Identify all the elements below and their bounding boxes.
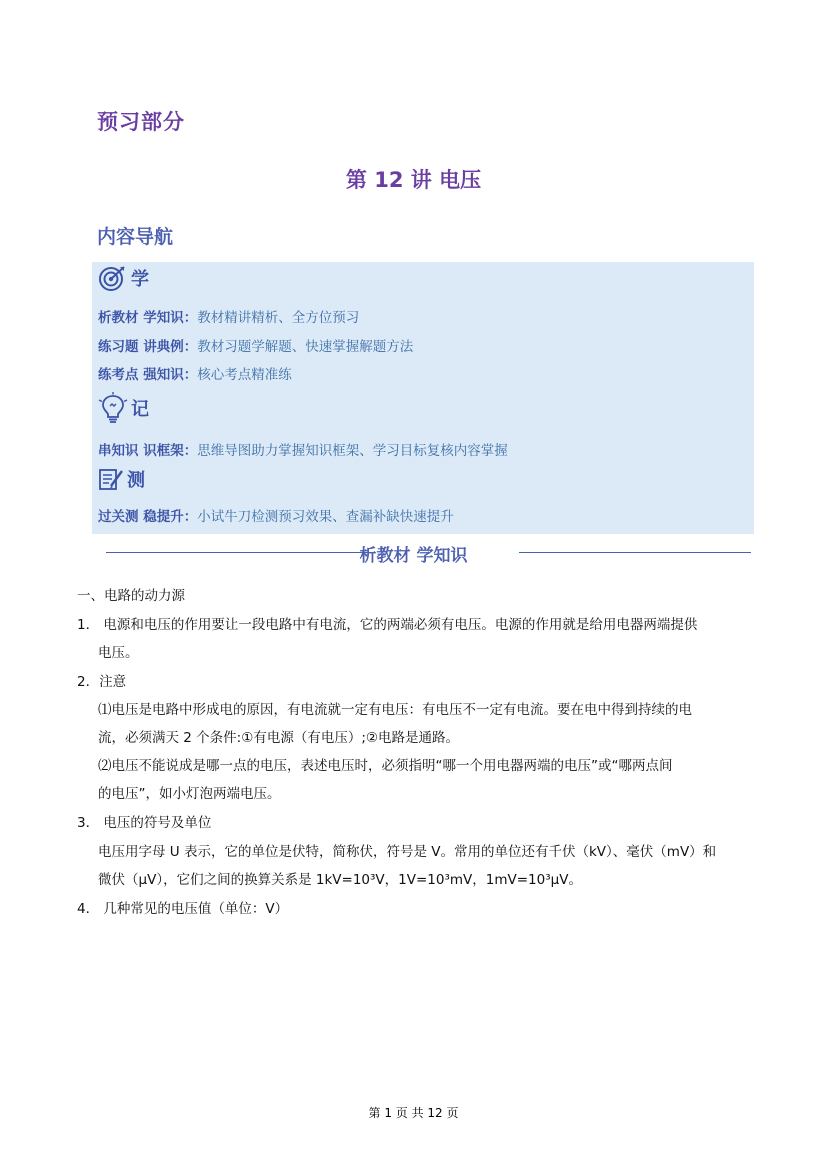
paragraph-line: 电压用字母 U 表示，它的单位是伏特，简称伏，符号是 V。常用的单位还有千伏（kV）、毫伏（mV）和: [98, 844, 717, 860]
nav-learn-item: [98, 335, 413, 355]
nav-memorize-heading: [98, 392, 149, 424]
paragraph-line: 微伏（μV），它们之间的换算关系是 1kV=10³V，1V=10³mV，1mV=10³μV。: [98, 872, 582, 888]
lecture-title: 第 12 讲 电压: [345, 168, 482, 192]
nav-learn-item: [98, 306, 359, 326]
nav-item-label: 析教材 学知识：: [98, 310, 198, 326]
preview-section-title: 预习部分: [97, 110, 185, 134]
paragraph-line: 的电压”，如小灯泡两端电压。: [98, 786, 281, 802]
notepad-pencil-icon: [98, 467, 124, 491]
nav-item-text: 小试牛刀检测预习效果、查漏补缺快速提升: [197, 509, 454, 525]
nav-learn-item: [98, 363, 292, 383]
nav-item-label: 练习题 讲典例：: [98, 339, 198, 355]
nav-test-heading-text: 测: [127, 470, 145, 491]
nav-item-text: 核心考点精准练: [197, 367, 292, 383]
nav-item-label: 练考点 强知识：: [98, 367, 198, 383]
divider-line-right: [519, 552, 751, 553]
paragraph-line: 1． 电源和电压的作用要让一段电路中有电流，它的两端必须有电压。电源的作用就是给用电器两端提供: [77, 617, 698, 633]
target-icon: [98, 264, 128, 292]
nav-item-text: 教材精讲精析、全方位预习: [197, 310, 360, 326]
list-item-heading: 4． 几种常见的电压值（单位：V）: [77, 901, 289, 917]
nav-test-heading: [98, 466, 145, 492]
page-footer: 第 1 页 共 12 页: [368, 1106, 459, 1120]
paragraph-line: ⑵电压不能说成是哪一点的电压，表述电压时，必须指明“哪一个用电器两端的电压”或“哪两点间: [98, 758, 673, 774]
paragraph-line: 电压。: [98, 645, 139, 661]
nav-memorize-heading-text: 记: [131, 399, 149, 420]
nav-learn-heading: [98, 264, 149, 292]
nav-item-label: 串知识 识框架：: [98, 443, 198, 459]
content-navigation-title: 内容导航: [97, 226, 174, 248]
nav-item-text: 思维导图助力掌握知识框架、学习目标复核内容掌握: [197, 443, 508, 459]
nav-item-text: 教材习题学解题、快速掌握解题方法: [197, 339, 414, 355]
nav-memorize-item: [98, 439, 508, 459]
list-item-heading: 3． 电压的符号及单位: [77, 815, 212, 831]
nav-learn-heading-text: 学: [131, 269, 149, 290]
list-item-heading: 2．注意: [77, 674, 127, 690]
paragraph-line: ⑴电压是电路中形成电的原因，有电流就一定有电压：有电压不一定有电流。要在电中得到持续的电: [98, 702, 692, 718]
content-navigation-box: [92, 262, 754, 534]
lightbulb-icon: [98, 392, 128, 424]
section-divider-label: 析教材 学知识: [359, 546, 468, 566]
section-heading: 一、电路的动力源: [77, 588, 185, 604]
nav-item-label: 过关测 稳提升：: [98, 509, 198, 525]
nav-test-item: [98, 505, 454, 525]
paragraph-line: 流，必须满天 2 个条件:①有电源（有电压）;②电路是通路。: [98, 730, 459, 746]
